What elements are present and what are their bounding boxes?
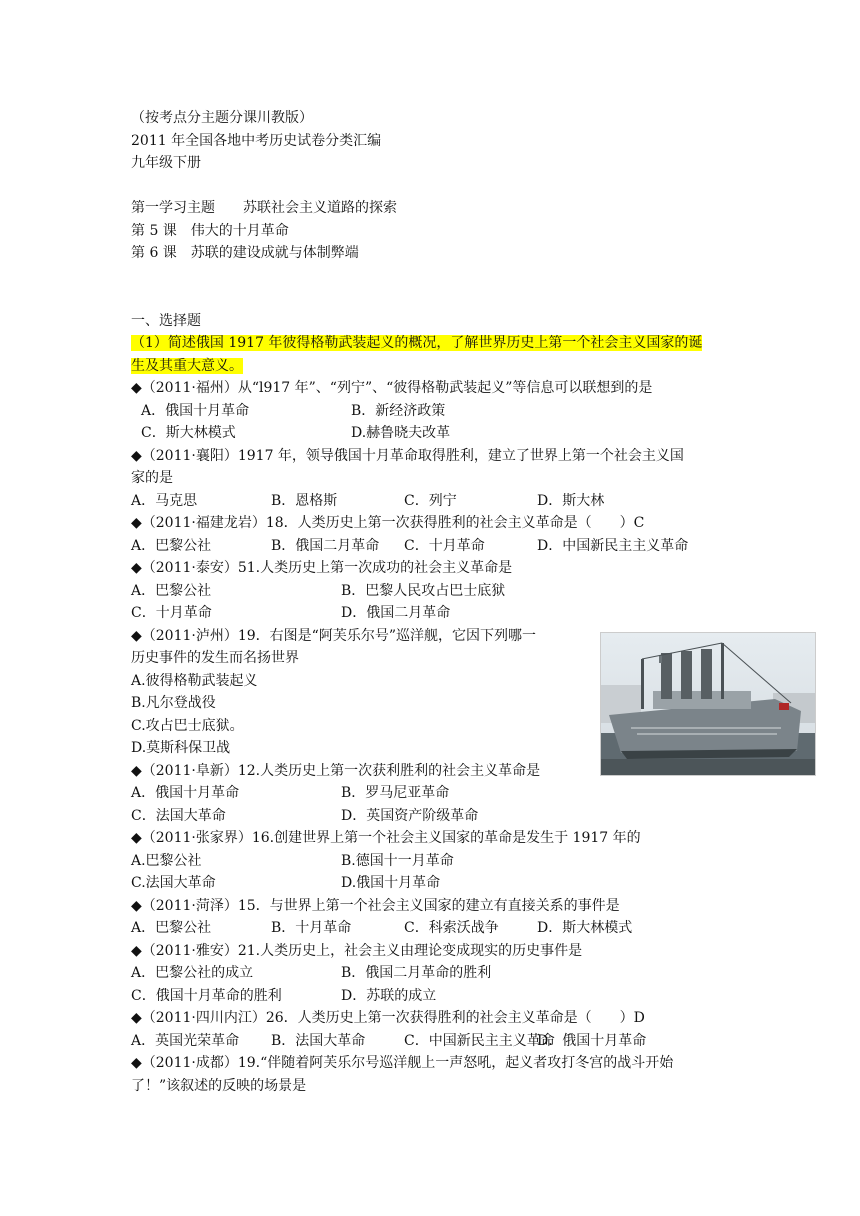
answer-option: D．俄国十月革命: [537, 1032, 647, 1049]
answer-option: B．十月革命: [271, 920, 352, 936]
answer-option: C．斯大林模式: [141, 425, 236, 441]
answer-option: A．巴黎公社: [131, 920, 212, 936]
option-row: [131, 400, 731, 423]
topic-line: 第 5 课 伟大的十月革命: [131, 222, 289, 239]
option-row: [131, 985, 731, 1008]
answer-option: A．英国光荣革命: [131, 1032, 240, 1049]
answer-option: A．俄国十月革命: [131, 785, 240, 801]
answer-option: B．巴黎人民攻占巴士底狱: [341, 582, 506, 599]
curriculum-standard: 生及其重大意义。: [131, 357, 243, 374]
question-stem: ◆（2011·菏泽）15．与世界上第一个社会主义国家的建立有直接关系的事件是: [131, 897, 620, 914]
answer-option: D.赫鲁晓夫改革: [351, 425, 451, 441]
option-row: [131, 422, 731, 445]
question-stem: ◆（2011·雅安）21.人类历史上，社会主义由理论变成现实的历史事件是: [131, 942, 583, 959]
option-row: [131, 917, 731, 940]
answer-option: A.彼得格勒武装起义: [131, 672, 258, 689]
answer-option: C．列宁: [404, 492, 457, 509]
answer-option: A．俄国十月革命: [141, 402, 250, 419]
question-stem: ◆（2011·四川内江）26．人类历史上第一次获得胜利的社会主义革命是（ ）D: [131, 1010, 645, 1026]
answer-option: B．罗马尼亚革命: [341, 785, 450, 801]
answer-option: D．斯大林: [537, 492, 605, 509]
answer-option: A．巴黎公社的成立: [131, 965, 254, 981]
answer-option: C．十月革命: [404, 537, 485, 554]
question-stem: ◆（2011·泰安）51.人类历史上第一次成功的社会主义革命是: [131, 560, 513, 576]
option-row: [131, 962, 731, 985]
answer-option: A．巴黎公社: [131, 537, 212, 554]
section-title: 一、选择题: [131, 312, 201, 329]
option-row: [131, 850, 731, 873]
answer-option: C.攻占巴士底狱。: [131, 717, 244, 734]
answer-option: A．巴黎公社: [131, 582, 212, 599]
answer-option: A.巴黎公社: [131, 852, 202, 869]
question-stem: ◆（2011·襄阳）1917 年，领导俄国十月革命取得胜利，建立了世界上第一个社会主义国: [131, 447, 684, 464]
question-stem: ◆（2011·福建龙岩）18．人类历史上第一次获得胜利的社会主义革命是（ ）C: [131, 515, 645, 531]
answer-option: C．中国新民主主义革命: [404, 1032, 555, 1049]
answer-option: D．英国资产阶级革命: [341, 807, 479, 824]
option-row: [131, 1030, 731, 1053]
question-stem: ◆（2011·泸州）19．右图是“阿芙乐尔号”巡洋舰，它因下列哪一: [131, 627, 536, 644]
option-row: [131, 872, 731, 895]
option-row: [131, 535, 731, 558]
answer-option: A．马克思: [131, 492, 198, 509]
answer-option: C．俄国十月革命的胜利: [131, 987, 282, 1004]
answer-option: B．俄国二月革命的胜利: [341, 965, 492, 981]
topic-line: 第 6 课 苏联的建设成就与体制弊端: [131, 245, 359, 261]
answer-option: C．科索沃战争: [404, 920, 499, 936]
answer-option: B．恩格斯: [271, 492, 338, 509]
option-row: [131, 782, 731, 805]
topic-line: 第一学习主题 苏联社会主义道路的探索: [131, 200, 397, 216]
answer-option: B.德国十一月革命: [341, 852, 454, 869]
question-stem: 历史事件的发生而名扬世界: [131, 650, 299, 666]
answer-option: C．法国大革命: [131, 807, 226, 824]
option-row: [131, 490, 731, 513]
answer-option: D.莫斯科保卫战: [131, 740, 231, 756]
answer-option: D．斯大林模式: [537, 920, 633, 936]
option-row: [131, 602, 731, 625]
cruiser-aurora-photo: [600, 632, 816, 776]
answer-option: C.法国大革命: [131, 875, 216, 891]
answer-option: C．十月革命: [131, 605, 212, 621]
document-body: [131, 107, 731, 1097]
answer-option: D．中国新民主主义革命: [537, 537, 689, 554]
grade-label: 九年级下册: [131, 155, 201, 171]
curriculum-standard: （1）简述俄国 1917 年彼得格勒武装起义的概况，了解世界历史上第一个社会主义国家的诞: [131, 335, 703, 351]
answer-option: B．新经济政策: [351, 402, 446, 419]
option-row: [131, 580, 731, 603]
question-stem: ◆（2011·阜新）12.人类历史上第一次获利胜利的社会主义革命是: [131, 762, 541, 779]
option-row: [131, 805, 731, 828]
question-stem: 家的是: [131, 470, 173, 486]
answer-option: D．俄国二月革命: [341, 605, 451, 621]
answer-option: B．俄国二月革命: [271, 537, 380, 554]
question-stem: ◆（2011·福州）从“l917 年”、“列宁”、“彼得格勒武装起义”等信息可以联想到的是: [131, 380, 653, 396]
question-stem: ◆（2011·张家界）16.创建世界上第一个社会主义国家的革命是发生于 1917 年的: [131, 830, 641, 846]
document-title: 2011 年全国各地中考历史试卷分类汇编: [131, 132, 382, 149]
answer-option: D.俄国十月革命: [341, 875, 441, 891]
question-stem: 了！”该叙述的反映的场景是: [131, 1077, 307, 1094]
question-stem: ◆（2011·成都）19.“伴随着阿芙乐尔号巡洋舰上一声怒吼，起义者攻打冬宫的战斗开始: [131, 1055, 674, 1071]
edition-note: （按考点分主题分课川教版）: [131, 110, 313, 126]
answer-option: B.凡尔登战役: [131, 695, 216, 711]
answer-option: B．法国大革命: [271, 1032, 366, 1049]
answer-option: D．苏联的成立: [341, 987, 437, 1004]
